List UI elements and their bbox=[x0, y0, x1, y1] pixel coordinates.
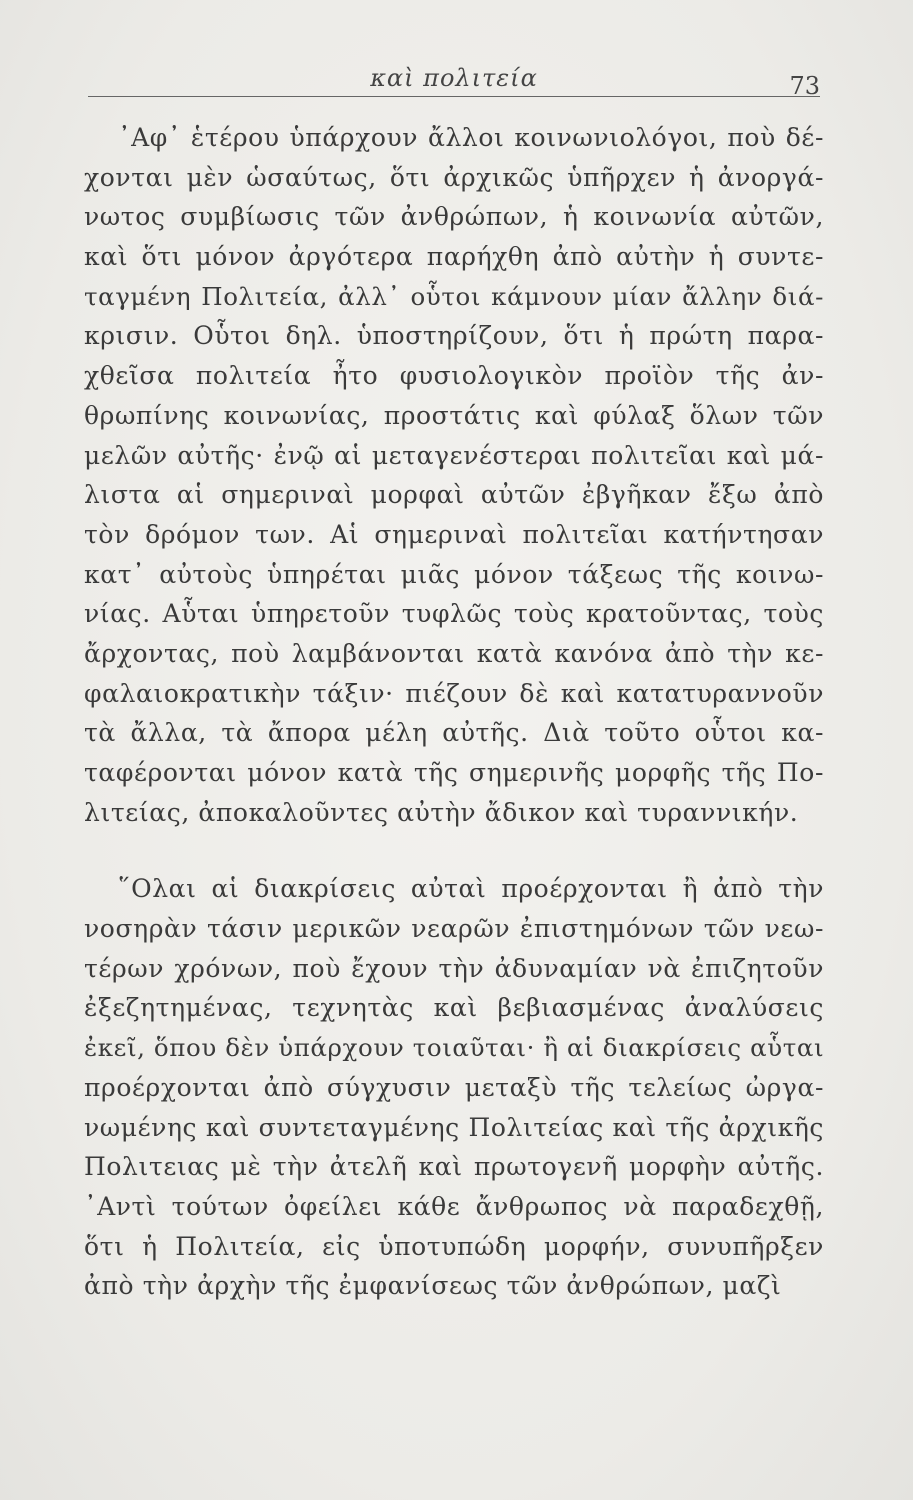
text-line: καὶ ὅτι μόνον ἀργότερα παρήχθη ἀπὸ αὐτὴν ἡ συντε- bbox=[84, 242, 824, 272]
text-line: προέρχονται ἀπὸ σύγχυσιν μεταξὺ τῆς τελείως ὠργα- bbox=[84, 1072, 824, 1102]
text-line: τέρων χρόνων, ποὺ ἔχουν τὴν ἀδυναμίαν νὰ ἐπιζητοῦν bbox=[84, 953, 824, 983]
text-line: ἐξεζητημένας, τεχνητὰς καὶ βεβιασμένας ἀναλύσεις bbox=[84, 993, 824, 1023]
text-line: χονται μὲν ὡσαύτως, ὅτι ἀρχικῶς ὑπῆρχεν ἡ ἀνοργά- bbox=[84, 162, 824, 192]
text-line: νωμένης καὶ συντεταγμένης Πολιτείας καὶ τῆς ἀρχικῆς bbox=[84, 1112, 824, 1142]
text-line: ἄρχοντας, ποὺ λαμβάνονται κατὰ κανόνα ἀπὸ τὴν κε- bbox=[84, 638, 824, 668]
text-line: ταφέρονται μόνον κατὰ τῆς σημερινῆς μορφῆς τῆς Πο- bbox=[84, 758, 824, 787]
text-line: χθεῖσα πολιτεία ἦτο φυσιολογικὸν προϊὸν τῆς ἀν- bbox=[84, 361, 824, 391]
text-line: Πολιτειας μὲ τὴν ἀτελῆ καὶ πρωτογενῆ μορφὴν αὐτῆς. bbox=[84, 1152, 824, 1182]
page-header bbox=[88, 62, 820, 102]
text-line: μελῶν αὐτῆς· ἐνῷ αἱ μεταγενέστεραι πολιτεῖαι καὶ μά- bbox=[84, 440, 824, 470]
body-text bbox=[84, 118, 824, 1306]
paragraph-gap bbox=[84, 832, 824, 869]
text-line: λιστα αἱ σημεριναὶ μορφαὶ αὐτῶν ἐβγῆκαν ἔξω ἀπὸ bbox=[84, 480, 824, 510]
text-line: νίας. Αὗται ὑπηρετοῦν τυφλῶς τοὺς κρατοῦντας, τοὺς bbox=[84, 599, 824, 629]
text-line: κατ᾿ αὐτοὺς ὑπηρέται μιᾶς μόνον τάξεως τῆς κοινω- bbox=[84, 559, 824, 589]
page-number: 73 bbox=[789, 72, 820, 100]
text-line: ᾿Αφ᾿ ἑτέρου ὑπάρχουν ἄλλοι κοινωνιολόγοι, ποὺ δέ- bbox=[118, 123, 824, 152]
text-line: τὸν δρόμον των. Αἱ σημεριναὶ πολιτεῖαι κατήντησαν bbox=[84, 519, 824, 549]
text-line: ῞Ολαι αἱ διακρίσεις αὐταὶ προέρχονται ἢ ἀπὸ τὴν bbox=[118, 874, 824, 904]
text-line: ὅτι ἡ Πολιτεία, εἰς ὑποτυπώδη μορφήν, συνυπῆρξεν bbox=[84, 1231, 824, 1261]
text-line: τὰ ἄλλα, τὰ ἄπορα μέλη αὐτῆς. Διὰ τοῦτο οὗτοι κα- bbox=[84, 718, 824, 748]
paragraph-2 bbox=[84, 869, 824, 1306]
header-rule bbox=[88, 96, 820, 97]
text-line: νωτος συμβίωσις τῶν ἀνθρώπων, ἡ κοινωνία αὐτῶν, bbox=[84, 202, 824, 232]
text-line: φαλαιοκρατικὴν τάξιν· πιέζουν δὲ καὶ κατατυραννοῦν bbox=[84, 678, 824, 708]
text-line: λιτείας, ἀποκαλοῦντες αὐτὴν ἄδικον καὶ τυραννικήν. bbox=[84, 797, 799, 827]
text-line: ἀπὸ τὴν ἀρχὴν τῆς ἐμφανίσεως τῶν ἀνθρώπων, μαζὶ bbox=[84, 1271, 782, 1301]
text-line: θρωπίνης κοινωνίας, προστάτις καὶ φύλαξ ὅλων τῶν bbox=[84, 400, 824, 430]
text-line: κρισιν. Οὗτοι δηλ. ὑποστηρίζουν, ὅτι ἡ πρώτη παρα- bbox=[84, 321, 824, 351]
paragraph-1 bbox=[84, 118, 824, 832]
text-line: ταγμένη Πολιτεία, ἀλλ᾿ οὗτοι κάμνουν μίαν ἄλλην διά- bbox=[84, 281, 824, 311]
text-line: ᾿Αντὶ τούτων ὀφείλει κάθε ἄνθρωπος νὰ παραδεχθῇ, bbox=[84, 1191, 824, 1221]
text-line: ἐκεῖ, ὅπου δὲν ὑπάρχουν τοιαῦται· ἢ αἱ διακρίσεις αὗται bbox=[84, 1033, 825, 1063]
running-head: καὶ πολιτεία bbox=[370, 64, 538, 92]
text-line: νοσηρὰν τάσιν μερικῶν νεαρῶν ἐπιστημόνων τῶν νεω- bbox=[84, 914, 824, 944]
